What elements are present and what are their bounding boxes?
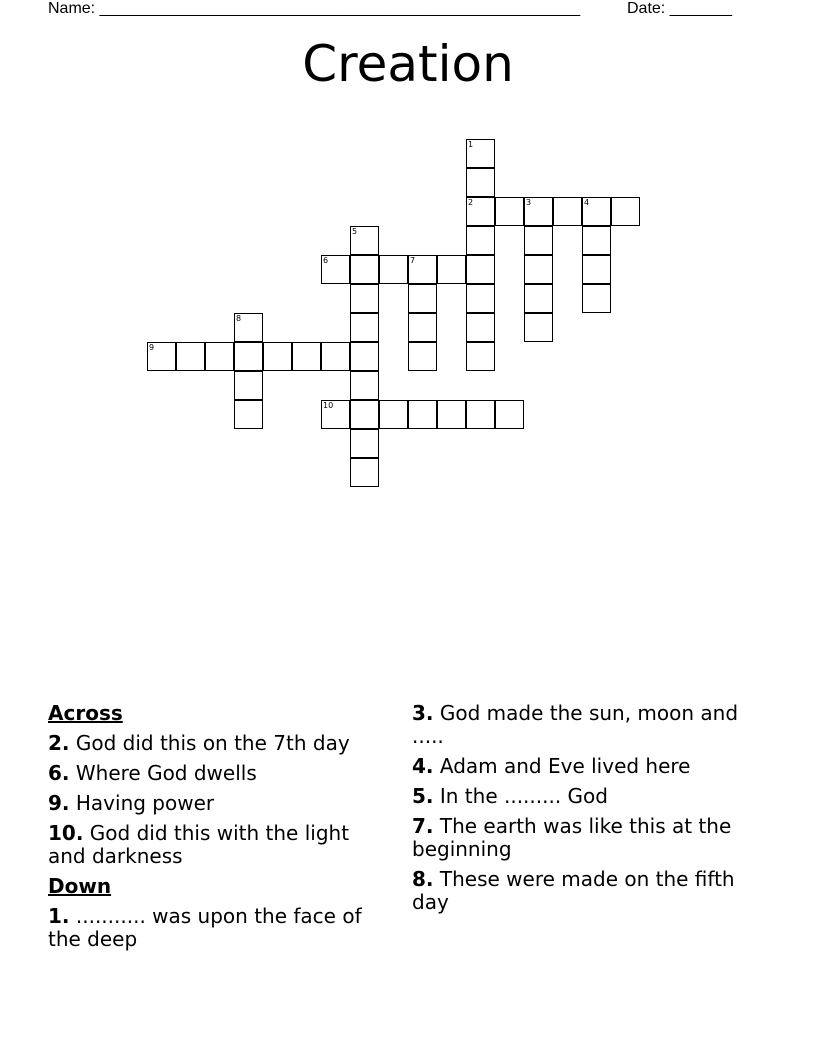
name-field-label: Name: ______________________________________________________ [48, 0, 581, 17]
grid-cell[interactable] [466, 342, 495, 371]
clue-down-7 [412, 815, 762, 861]
clue-number-label: 4 [584, 198, 590, 207]
grid-cell[interactable] [350, 429, 379, 458]
clue-down-5 [412, 785, 762, 808]
clue-text: God did this with the light and darkness [48, 821, 350, 868]
grid-cell[interactable] [582, 255, 611, 284]
grid-cell-5[interactable] [350, 226, 379, 255]
grid-cell-9[interactable] [147, 342, 176, 371]
clue-number-label: 8 [236, 314, 242, 323]
grid-cell-2[interactable] [466, 197, 495, 226]
clue-number-label: 3 [526, 198, 532, 207]
clue-text: Where God dwells [75, 761, 257, 785]
grid-cell[interactable] [379, 255, 408, 284]
grid-cell[interactable] [466, 226, 495, 255]
grid-cell[interactable] [408, 400, 437, 429]
grid-cell[interactable] [437, 400, 466, 429]
grid-cell[interactable] [234, 371, 263, 400]
grid-cell-1[interactable] [466, 139, 495, 168]
clue-text: God did this on the 7th day [75, 731, 350, 755]
clue-number: 3. [412, 701, 434, 725]
grid-cell[interactable] [553, 197, 582, 226]
grid-cell[interactable] [495, 197, 524, 226]
clue-number: 9. [48, 791, 70, 815]
grid-cell[interactable] [466, 400, 495, 429]
clues-column-right [412, 702, 762, 921]
grid-cell[interactable] [437, 255, 466, 284]
grid-cell[interactable] [379, 400, 408, 429]
grid-cell[interactable] [321, 342, 350, 371]
clue-number: 1. [48, 904, 70, 928]
clue-down-4 [412, 755, 762, 778]
clue-number-label: 6 [323, 256, 329, 265]
clue-text: God made the sun, moon and ..... [412, 701, 739, 748]
grid-cell[interactable] [408, 313, 437, 342]
clue-text: These were made on the fifth day [412, 867, 735, 914]
clue-text: In the ......... God [439, 784, 608, 808]
grid-cell[interactable] [350, 458, 379, 487]
grid-cell[interactable] [350, 342, 379, 371]
clue-number: 5. [412, 784, 434, 808]
date-field-label: Date: _______ [627, 0, 732, 17]
grid-cell[interactable] [176, 342, 205, 371]
clue-number: 6. [48, 761, 70, 785]
grid-cell[interactable] [263, 342, 292, 371]
grid-cell[interactable] [466, 255, 495, 284]
grid-cell[interactable] [466, 313, 495, 342]
clue-number-label: 1 [468, 140, 474, 149]
grid-cell[interactable] [524, 255, 553, 284]
clue-down-8 [412, 868, 762, 914]
clue-across-2 [48, 732, 393, 755]
clue-across-10 [48, 822, 393, 868]
grid-cell[interactable] [611, 197, 640, 226]
grid-cell[interactable] [524, 313, 553, 342]
clue-down-1 [48, 905, 393, 951]
clue-text: ........... was upon the face of the deep [48, 904, 362, 951]
grid-cell[interactable] [495, 400, 524, 429]
grid-cell[interactable] [466, 284, 495, 313]
grid-cell-8[interactable] [234, 313, 263, 342]
grid-cell[interactable] [582, 284, 611, 313]
grid-cell-3[interactable] [524, 197, 553, 226]
grid-cell[interactable] [234, 342, 263, 371]
grid-cell-4[interactable] [582, 197, 611, 226]
clue-number-label: 9 [149, 343, 155, 352]
grid-cell-10[interactable] [321, 400, 350, 429]
grid-cell[interactable] [350, 313, 379, 342]
clue-across-6 [48, 762, 393, 785]
grid-cell[interactable] [234, 400, 263, 429]
grid-cell[interactable] [350, 400, 379, 429]
clue-number: 4. [412, 754, 434, 778]
clue-number-label: 2 [468, 198, 474, 207]
grid-cell[interactable] [408, 284, 437, 313]
grid-cell-7[interactable] [408, 255, 437, 284]
clue-number: 2. [48, 731, 70, 755]
clue-text: The earth was like this at the beginning [412, 814, 732, 861]
grid-cell[interactable] [582, 226, 611, 255]
grid-cell[interactable] [350, 371, 379, 400]
grid-cell[interactable] [292, 342, 321, 371]
grid-cell-6[interactable] [321, 255, 350, 284]
grid-cell[interactable] [350, 284, 379, 313]
clue-text: Adam and Eve lived here [439, 754, 691, 778]
grid-cell[interactable] [205, 342, 234, 371]
grid-cell[interactable] [350, 255, 379, 284]
grid-cell[interactable] [466, 168, 495, 197]
clues-column-left [48, 702, 393, 958]
clue-number: 7. [412, 814, 434, 838]
grid-cell[interactable] [408, 342, 437, 371]
grid-cell[interactable] [524, 284, 553, 313]
down-heading: Down [48, 874, 112, 898]
across-heading: Across [48, 701, 123, 725]
clue-down-3 [412, 702, 762, 748]
clue-number-label: 10 [323, 401, 334, 410]
puzzle-title: Creation [302, 35, 514, 93]
clue-number: 10. [48, 821, 84, 845]
clue-text: Having power [75, 791, 215, 815]
clue-across-9 [48, 792, 393, 815]
clue-number: 8. [412, 867, 434, 891]
clue-number-label: 7 [410, 256, 416, 265]
grid-cell[interactable] [524, 226, 553, 255]
clue-number-label: 5 [352, 227, 358, 236]
